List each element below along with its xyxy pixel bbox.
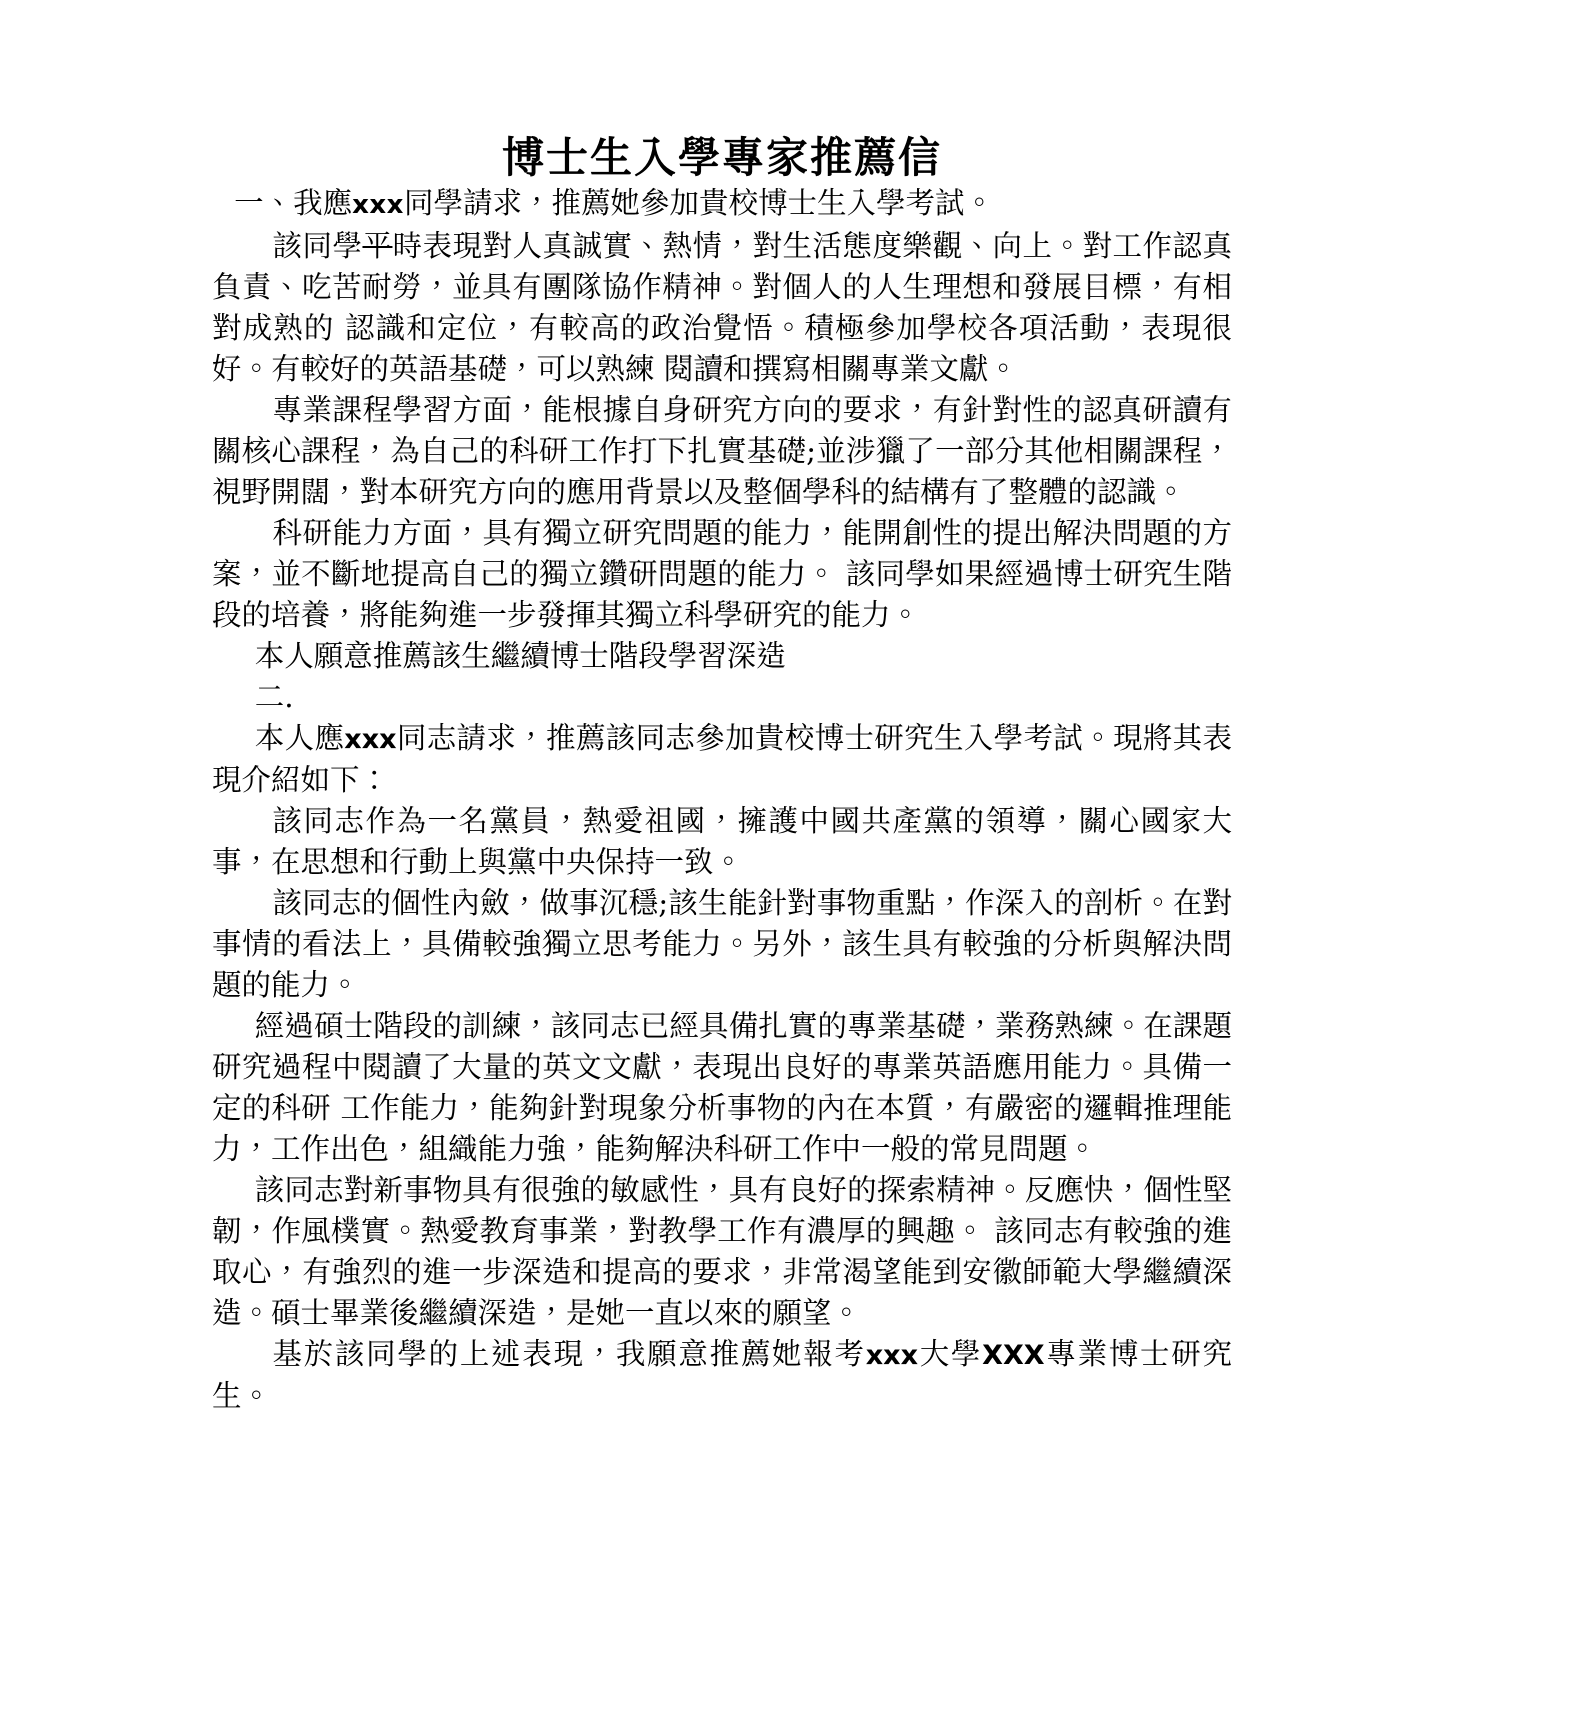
section-two-paragraph-3: 該同志的個性內斂，做事沉穩;該生能針對事物重點，作深入的剖析。在對事情的看法上，具備較強獨立思考能力。另外，該生具有較強的分析與解決問題的能力。 [212,886,1232,1003]
section-one-heading-suffix: 同學請求，推薦她參加貴校博士生入學考試。 [403,186,994,221]
document-body [212,0,1232,1417]
university-name-placeholder: xxx [865,1340,918,1372]
major-name-placeholder: XXX [982,1340,1045,1372]
section-one-paragraph-1 [212,226,1232,390]
section-two-closing-paragraph [212,1334,1232,1417]
section-two-paragraph-5: 該同志對新事物具有很強的敏感性，具有良好的探索精神。反應快，個性堅韌，作風樸實。熱愛教育事業，對教學工作有濃厚的興趣。 該同志有較強的進取心，有強烈的進一步深造和提高的要求，非常渴望能到安徽師範大學繼續深造。碩士畢業後繼續深造，是她一直以來的願望。 [212,1173,1232,1331]
section-one-heading-prefix: 一、我應 [234,186,353,221]
section-two-p1-prefix: 本人應 [254,721,345,756]
section-two-p1-suffix: 同志請求，推薦該同志參加貴校博士研究生入學考試。現將其表現介紹如下： [212,721,1232,798]
section-one-heading [212,183,1232,226]
section-two-heading: 二. [254,680,294,715]
para-1-lead: 該同學 [272,229,363,264]
para-1-struck-character: 平 [362,229,393,264]
applicant-name-placeholder-2: xxx [344,724,397,756]
page-title: 博士生入學專家推薦信 [501,133,942,182]
section-one-paragraph-2: 專業課程學習方面，能根據自身研究方向的要求，有針對性的認真研讀有關核心課程，為自己的科研工作打下扎實基礎;並涉獵了一部分其他相關課程，視野開闊，對本研究方向的應用背景以及整個學科的結構有了整體的認識。 [212,393,1232,510]
para-1-rest: 時表現對人真誠實、熱情，對生活態度樂觀、向上。對工作認真負責、吃苦耐勞，並具有團隊協作精神。對個人的人生理想和發展目標，有相對成熟的 認識和定位，有較高的政治覺悟。積極參加學校各項活動，表現很好。有較好的英語基礎，可以熟練 閱讀和撰寫相關專業文獻。 [212,229,1232,387]
closing-suffix: 專業博士研究生。 [212,1337,1232,1414]
closing-mid: 大學 [917,1337,983,1372]
section-two-paragraph-1 [212,718,1232,801]
section-one-paragraph-4: 本人願意推薦該生繼續博士階段學習深造 [254,639,786,674]
applicant-name-placeholder-1: xxx [352,190,404,221]
section-two-paragraph-2: 該同志作為一名黨員，熱愛祖國，擁護中國共產黨的領導，關心國家大事，在思想和行動上與黨中央保持一致。 [212,804,1232,880]
section-two-paragraph-4: 經過碩士階段的訓練，該同志已經具備扎實的專業基礎，業務熟練。在課題研究過程中閱讀了大量的英文文獻，表現出良好的專業英語應用能力。具備一定的科研 工作能力，能夠針對現象分析事物的內在本質，有嚴密的邏輯推理能力，工作出色，組織能力強，能夠解決科研工作中一般的常見問題。 [212,1009,1232,1167]
section-one-paragraph-3: 科研能力方面，具有獨立研究問題的能力，能開創性的提出解決問題的方案，並不斷地提高自己的獨立鑽研問題的能力。 該同學如果經過博士研究生階段的培養，將能夠進一步發揮其獨立科學研究的能力。 [212,516,1232,633]
closing-prefix: 基於該同學的上述表現，我願意推薦她報考 [272,1337,866,1372]
